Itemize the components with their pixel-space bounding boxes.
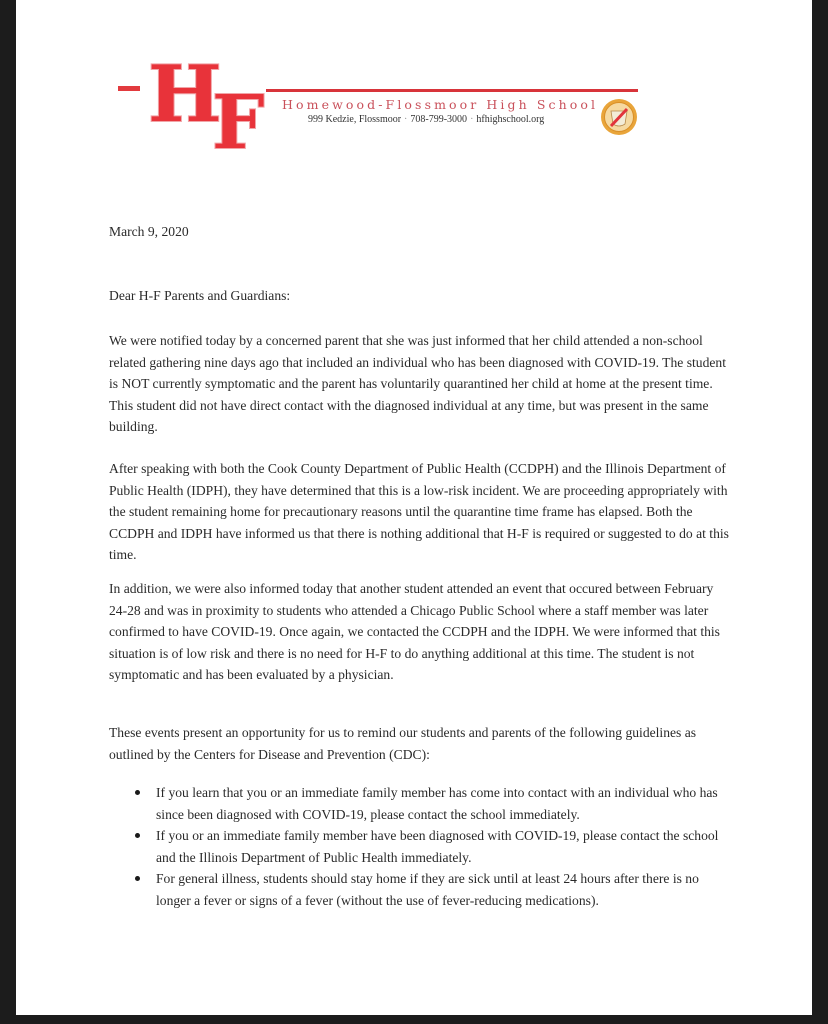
guideline-text: If you learn that you or an immediate family member has come into contact with an individual who has since been diagnosed with COVID-19, please contact the school immediately.: [156, 785, 718, 822]
logo-letter-f: F: [212, 80, 265, 166]
letter-date: March 9, 2020: [109, 224, 189, 239]
letterhead-rule: [266, 89, 638, 92]
logo-letter-h: H: [148, 49, 220, 140]
school-phone: 708-799-3000: [410, 114, 468, 125]
school-website: hfhighschool.org: [476, 114, 545, 125]
bullet-icon: [135, 833, 140, 838]
school-seal-icon: [600, 98, 638, 136]
guideline-text: If you or an immediate family member have been diagnosed with COVID-19, please contact the school and the Illinois Department of Public Health immediately.: [156, 828, 719, 865]
school-name: Homewood-Flossmoor High School: [282, 97, 599, 112]
school-address: 999 Kedzie, Flossmoor: [308, 114, 402, 125]
letter-salutation: Dear H-F Parents and Guardians:: [109, 288, 291, 303]
paragraph-second-student: In addition, we were also informed today that another student attended an event that occured between February 24-28 and was in proximity to students who attended a Chicago Public School where a staff member was later confirmed to have COVID-19. Once again, we contacted the CCDPH and the IDPH. We were informed that this situation is of low risk and there is no need for H-F to do anything additional at this time. The student is not symptomatic and has been evaluated by a physician.: [109, 581, 720, 683]
separator: ·: [470, 114, 474, 125]
list-item: [109, 782, 729, 825]
paragraph-guidelines-intro: These events present an opportunity for us to remind our students and parents of the following guidelines as outlined by the Centers for Disease and Prevention (CDC):: [109, 725, 697, 762]
school-contact: [308, 114, 544, 125]
list-item: [109, 825, 729, 868]
separator: ·: [404, 114, 408, 125]
logo-dash: [118, 86, 140, 91]
letter-page: [16, 0, 812, 1015]
bullet-icon: [135, 876, 140, 881]
letterhead: [16, 0, 812, 170]
paragraph-notification: We were notified today by a concerned parent that she was just informed that her child attended a non-school related gathering nine days ago that included an individual who has been diagnosed with COVID-19. The student is NOT currently symptomatic and the parent has voluntarily quarantined her child at home at the present time. This student did not have direct contact with the diagnosed individual at any time, but was present in the same building.: [109, 333, 726, 435]
paragraph-health-dept: After speaking with both the Cook County Department of Public Health (CCDPH) and the Illinois Department of Public Health (IDPH), they have determined that this is a low-risk incident. We are proceeding appropriately with the student remaining home for precautionary reasons until the quarantine time frame has elapsed. Both the CCDPH and IDPH have informed us that there is nothing additional that H-F is required or suggested to do at this time.: [109, 461, 729, 563]
guidelines-list: [109, 782, 729, 912]
guideline-text: For general illness, students should stay home if they are sick until at least 24 hours after there is no longer a fever or signs of a fever (without the use of fever-reducing medications).: [156, 871, 699, 908]
list-item: [109, 868, 729, 911]
bullet-icon: [135, 790, 140, 795]
